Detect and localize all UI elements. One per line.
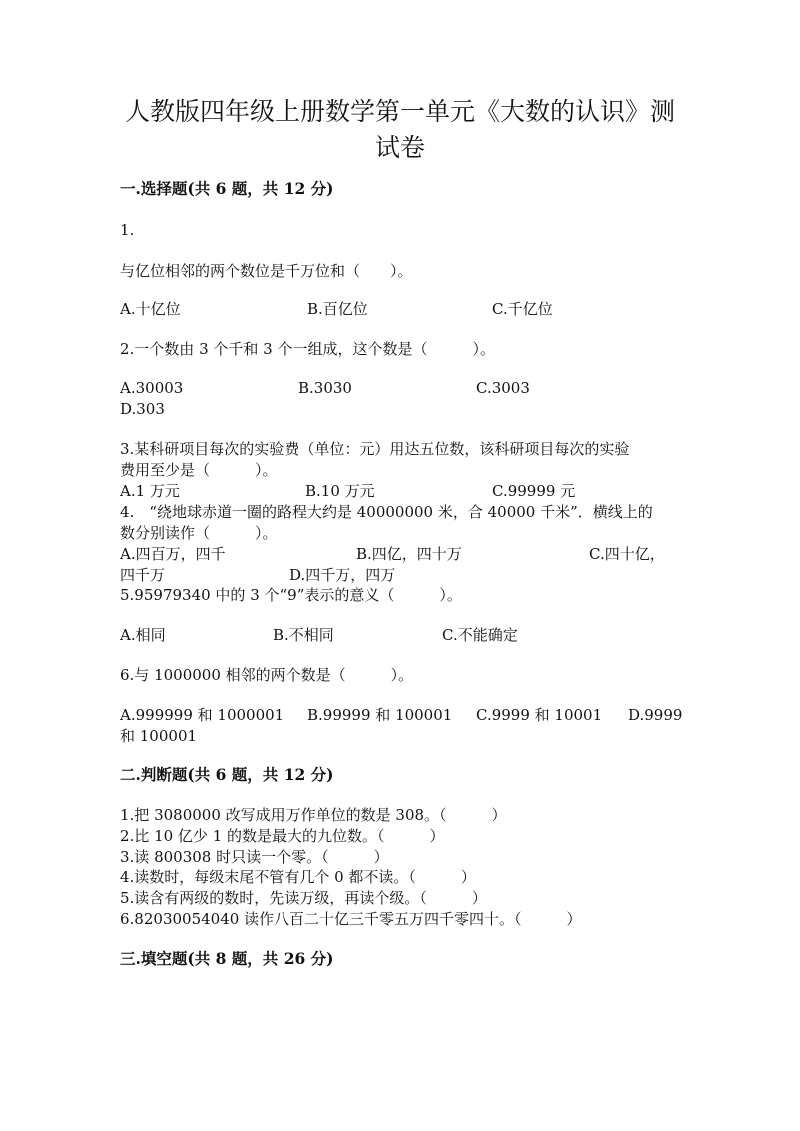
option-c: C.9999 和 10001: [476, 706, 603, 724]
question-stem-line-1: 3.某科研项目每次的实验费（单位：元）用达五位数，该科研项目每次的实验: [120, 440, 630, 458]
option-b: B.不相同: [273, 626, 334, 644]
option-a: A.999999 和 1000001: [120, 706, 285, 724]
option-d: D.9999: [628, 706, 683, 724]
option-a: A.十亿位: [120, 300, 181, 318]
question-stem: 5.95979340 中的 3 个“9”表示的意义（ ）。: [120, 586, 462, 604]
option-a: A.四百万，四千: [120, 545, 226, 563]
option-a: A.1 万元: [120, 482, 180, 500]
section-heading-fill: 三.填空题(共 8 题，共 26 分): [120, 949, 334, 968]
section-heading-choice: 一.选择题(共 6 题，共 12 分): [120, 179, 334, 198]
question-stem: 与亿位相邻的两个数位是千万位和（ ）。: [120, 262, 413, 280]
option-c: C.四十亿，: [589, 545, 665, 563]
option-d-continued: 和 100001: [120, 727, 198, 745]
question-number: 1.: [120, 221, 135, 239]
option-b: B.10 万元: [305, 482, 375, 500]
option-c: C.不能确定: [442, 626, 518, 644]
exam-title-line-1: 人教版四年级上册数学第一单元《大数的认识》测: [124, 97, 675, 126]
judge-item: 5.读含有两级的数时，先读万级，再读个级。（ ）: [120, 889, 487, 907]
option-b: B.3030: [298, 379, 352, 397]
question-stem-line-1: 4. “绕地球赤道一圈的路程大约是 40000000 米，合 40000 千米”．横线上的: [120, 503, 653, 521]
question-stem-line-2: 费用至少是（ ）。: [120, 461, 278, 479]
option-c: C.3003: [476, 379, 530, 397]
option-d: D.四千万，四万: [289, 566, 396, 584]
option-b: B.99999 和 100001: [307, 706, 453, 724]
option-a: A.30003: [120, 379, 184, 397]
question-stem-line-2: 数分别读作（ ）。: [120, 524, 278, 542]
option-a: A.相同: [120, 626, 166, 644]
judge-item: 6.82030054040 读作八百二十亿三千零五万四千零四十。（ ）: [120, 910, 582, 928]
judge-item: 4.读数时，每级末尾不管有几个 0 都不读。（ ）: [120, 868, 476, 886]
exam-title-line-2: 试卷: [374, 133, 425, 162]
section-heading-judge: 二.判断题(共 6 题，共 12 分): [120, 765, 334, 784]
option-c: C.99999 元: [492, 482, 576, 500]
judge-item: 1.把 3080000 改写成用万作单位的数是 308。（ ）: [120, 806, 507, 824]
option-d: D.303: [120, 400, 165, 418]
option-b: B.百亿位: [307, 300, 368, 318]
judge-item: 3.读 800308 时只读一个零。（ ）: [120, 848, 389, 866]
option-c: C.千亿位: [492, 300, 553, 318]
question-stem: 2.一个数由 3 个千和 3 个一组成，这个数是（ ）。: [120, 340, 495, 358]
option-b: B.四亿，四十万: [356, 545, 462, 563]
option-c-continued: 四千万: [120, 566, 166, 584]
judge-item: 2.比 10 亿少 1 的数是最大的九位数。（ ）: [120, 827, 445, 845]
question-stem: 6.与 1000000 相邻的两个数是（ ）。: [120, 666, 414, 684]
